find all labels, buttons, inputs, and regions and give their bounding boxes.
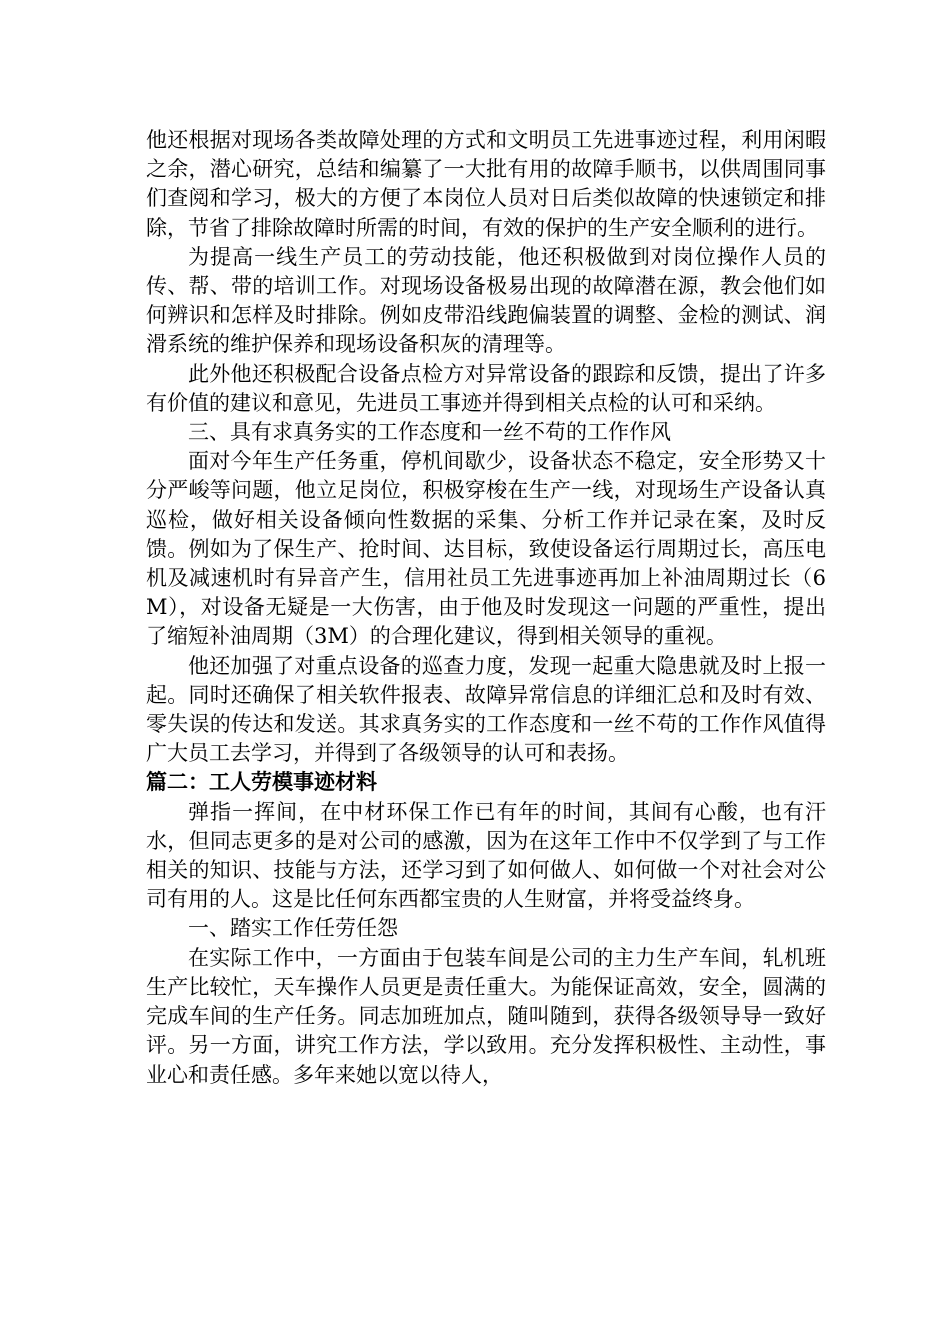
paragraph: 在实际工作中，一方面由于包装车间是公司的主力生产车间，轧机班生产比较忙，天车操作人员更是责任重大。为能保证高效，安全，圆满的完成车间的生产任务。同志加班加点，随叫随到，获得各级领导导一致好评。另一方面，讲究工作方法，学以致用。充分发挥积极性、主动性，事业心和责任感。多年来她以宽以待人， xyxy=(146,945,826,1087)
paragraph: 他还根据对现场各类故障处理的方式和文明员工先进事迹过程，利用闲暇之余，潜心研究，总结和编纂了一大批有用的故障手顺书，以供周围同事们查阅和学习，极大的方便了本岗位人员对日后类似故障的快速锁定和排除，节省了排除故障时所需的时间，有效的保护的生产安全顺利的进行。 xyxy=(146,128,826,240)
subsection-heading: 一、踏实工作任劳任怨 xyxy=(188,916,398,941)
paragraph: 面对今年生产任务重，停机间歇少，设备状态不稳定，安全形势又十分严峻等问题，他立足岗位，积极穿梭在生产一线，对现场生产设备认真巡检，做好相关设备倾向性数据的采集、分析工作并记录在案，及时反馈。例如为了保生产、抢时间、达目标，致使设备运行周期过长，高压电机及减速机时有异音产生，信用社员工先进事迹再加上补油周期过长（6M），对设备无疑是一大伤害，由于他及时发现这一问题的严重性，提出了缩短补油周期（3M）的合理化建议，得到相关领导的重视。 xyxy=(146,449,826,649)
subsection-heading: 三、具有求真务实的工作态度和一丝不苟的工作作风 xyxy=(188,420,671,445)
paragraph: 弹指一挥间，在中材环保工作已有年的时间，其间有心酸，也有汗水，但同志更多的是对公司的感激，因为在这年工作中不仅学到了与工作相关的知识、技能与方法，还学习到了如何做人、如何做一个对社会对公司有用的人。这是比任何东西都宝贵的人生财富，并将受益终身。 xyxy=(146,799,826,912)
section-heading: 篇二：工人劳模事迹材料 xyxy=(146,770,377,795)
document-page xyxy=(146,126,826,1090)
paragraph: 他还加强了对重点设备的巡查力度，发现一起重大隐患就及时上报一起。同时还确保了相关软件报表、故障异常信息的详细汇总和及时有效、零失误的传达和发送。其求真务实的工作态度和一丝不苟的工作作风值得广大员工去学习，并得到了各级领导的认可和表扬。 xyxy=(146,653,826,766)
paragraph: 此外他还积极配合设备点检方对异常设备的跟踪和反馈，提出了许多有价值的建议和意见，先进员工事迹并得到相关点检的认可和采纳。 xyxy=(146,361,826,415)
paragraph: 为提高一线生产员工的劳动技能，他还积极做到对岗位操作人员的传、帮、带的培训工作。对现场设备极易出现的故障潜在源，教会他们如何辨识和怎样及时排除。例如皮带沿线跑偏装置的调整、金检的测试、润滑系统的维护保养和现场设备积灰的清理等。 xyxy=(146,244,826,357)
